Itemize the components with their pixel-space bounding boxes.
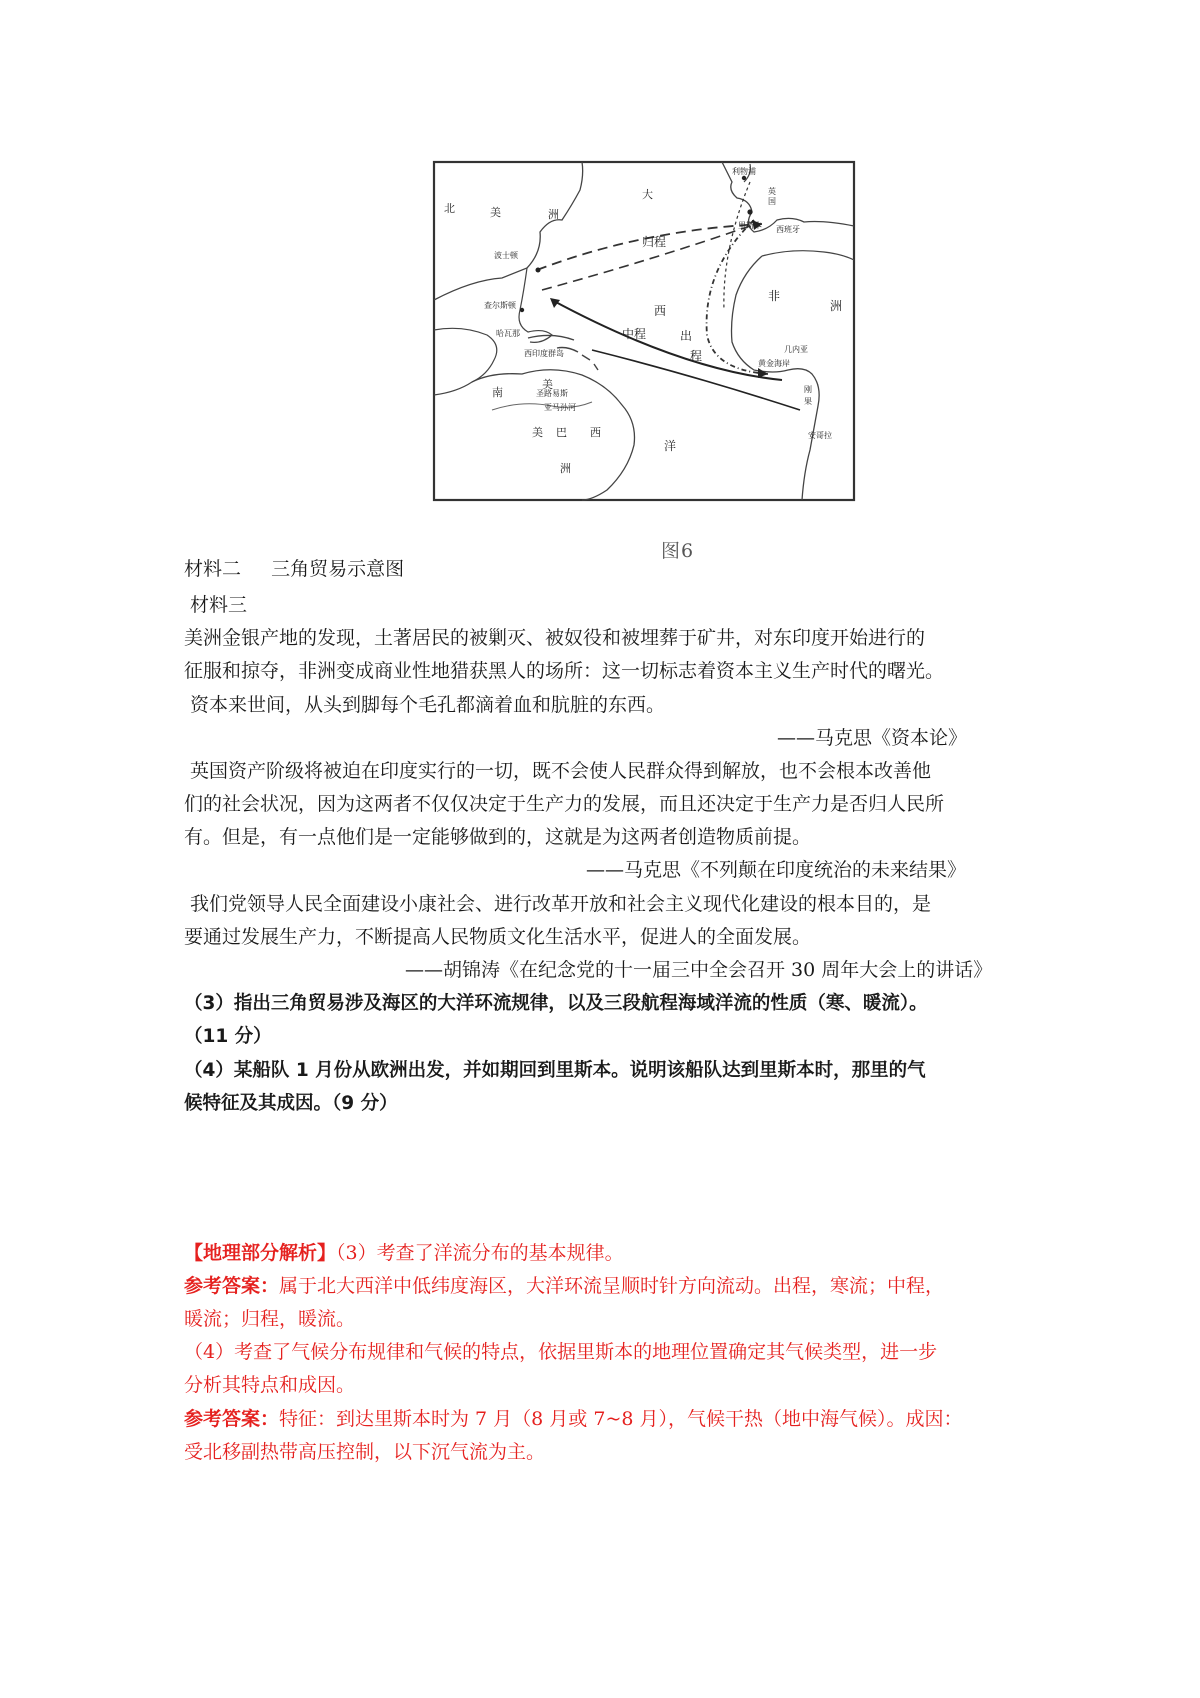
quote2-line-3: 有。但是，有一点他们是一定能够做到的，这就是为这两者创造物质前提。 — [184, 826, 812, 848]
triangle-trade-map — [432, 160, 858, 538]
label-west-indies: 西印度群岛 — [524, 349, 564, 358]
analysis-q4-answer-line-1 — [184, 1404, 963, 1435]
boston-dot — [536, 268, 541, 273]
label-south: 洲 — [560, 462, 571, 475]
quote1-line-3: 资本来世间，从头到脚每个毛孔都滴着血和肮脏的东西。 — [190, 694, 666, 716]
label-guinea: 几内亚 — [784, 345, 808, 354]
label-route-middle: 中程 — [622, 327, 647, 341]
label-gold-coast: 黄金海岸 — [758, 359, 790, 368]
analysis-q3-answer-line-2: 暖流；归程，暖流。 — [184, 1308, 356, 1330]
question-4-line-2: 候特征及其成因。（9 分） — [184, 1093, 398, 1114]
label-spain: 西班牙 — [776, 225, 800, 234]
charleston-dot — [520, 308, 524, 312]
analysis-q3-answer-text-1: 属于北大西洋中低纬度海区，大洋环流呈顺时针方向流动。出程，寒流；中程， — [279, 1275, 945, 1297]
label-boston: 波士顿 — [494, 251, 518, 260]
label-north-america-4: 大 — [642, 188, 653, 201]
analysis-header-line — [184, 1238, 624, 1269]
label-north-america-1: 北 — [444, 202, 455, 215]
material2-label: 材料二 — [184, 558, 242, 580]
source2: ——马克思《不列颠在印度统治的未来结果》 — [586, 859, 967, 881]
label-brazil-1: 美 — [532, 426, 543, 439]
analysis-header-label: 【地理部分解析】 — [184, 1242, 337, 1264]
label-north-america-2: 美 — [490, 206, 501, 219]
label-lisbon: 里斯本 — [738, 221, 762, 230]
quote2-line-1: 英国资产阶级将被迫在印度实行的一切，既不会使人民群众得到解放，也不会根本改善他 — [190, 760, 932, 782]
analysis-q4-answer-text-1: 特征：到达里斯本时为 7 月（8 月或 7~8 月），气候干热（地中海气候）。成因： — [279, 1408, 963, 1430]
quote1-line-1: 美洲金银产地的发现，土著居民的被剿灭、被奴役和被埋葬于矿井，对东印度开始进行的 — [184, 627, 926, 649]
label-britain-1: 英 — [768, 187, 776, 196]
answer-label-q4: 参考答案： — [184, 1408, 280, 1430]
label-atlantic-1: 西 — [654, 304, 667, 318]
label-south-america-2: 美 — [542, 378, 553, 391]
label-route-return: 归程 — [642, 235, 667, 249]
label-congo-2: 果 — [804, 397, 812, 406]
label-liverpool: 利物浦 — [732, 167, 756, 176]
label-amazon-mouth: 圣路易斯 — [536, 389, 568, 398]
label-south-america-1: 南 — [492, 386, 503, 399]
answer-label-q3: 参考答案： — [184, 1275, 280, 1297]
question-4-line-1: （4）某船队 1 月份从欧洲出发，并如期回到里斯本。说明该船队达到里斯本时，那里的气 — [184, 1060, 926, 1081]
label-havana: 哈瓦那 — [496, 329, 520, 338]
analysis-q3-answer-line-1 — [184, 1271, 944, 1302]
source1: ——马克思《资本论》 — [777, 727, 968, 749]
material3-label: 材料三 — [190, 594, 248, 616]
analysis-q4-point-line-1: （4）考查了气候分布规律和气候的特点，依据里斯本的地理位置确定其气候类型，进一步 — [184, 1341, 938, 1363]
label-brazil-2: 巴 — [556, 426, 567, 439]
material2-title: 三角贸易示意图 — [271, 558, 405, 580]
question-3-line-1: （3）指出三角贸易涉及海区的大洋环流规律，以及三段航程海域洋流的性质（寒、暖流）。 — [184, 993, 928, 1014]
quote2-line-2: 们的社会状况，因为这两者不仅仅决定于生产力的发展，而且还决定于生产力是否归人民所 — [184, 793, 945, 815]
label-charleston: 查尔斯顿 — [484, 301, 516, 310]
label-africa-2: 洲 — [830, 299, 843, 313]
analysis-q4-point-line-2: 分析其特点和成因。 — [184, 1374, 356, 1396]
label-congo-1: 刚 — [804, 385, 812, 394]
quote3-line-2: 要通过发展生产力，不断提高人民物质文化生活水平，促进人的全面发展。 — [184, 926, 812, 948]
analysis-q3-point: （3）考查了洋流分布的基本规律。 — [336, 1242, 624, 1264]
label-atlantic-2: 洋 — [664, 439, 677, 453]
label-brazil-3: 西 — [590, 426, 601, 439]
lisbon-dot — [747, 209, 752, 214]
label-africa-1: 非 — [768, 289, 781, 303]
question-3-line-2: （11 分） — [184, 1026, 272, 1047]
figure-caption: 图6 — [661, 540, 695, 562]
quote3-line-1: 我们党领导人民全面建设小康社会、进行改革开放和社会主义现代化建设的根本目的，是 — [190, 893, 932, 915]
label-route-out-2: 程 — [690, 349, 703, 363]
liverpool-dot — [742, 176, 746, 180]
quote1-line-2: 征服和掠夺，非洲变成商业性地猎获黑人的场所：这一切标志着资本主义生产时代的曙光。 — [184, 660, 945, 682]
label-britain-2: 国 — [768, 197, 776, 206]
map-svg — [432, 160, 858, 538]
label-angola: 安哥拉 — [808, 431, 832, 440]
material2-line — [184, 554, 404, 585]
analysis-q4-answer-line-2: 受北移副热带高压控制，以下沉气流为主。 — [184, 1441, 546, 1463]
label-route-out-1: 出 — [680, 329, 693, 343]
label-north-america-3: 洲 — [548, 208, 559, 221]
source3: ——胡锦涛《在纪念党的十一届三中全会召开 30 周年大会上的讲话》 — [405, 959, 993, 981]
label-amazon: 亚马孙河 — [544, 403, 576, 412]
